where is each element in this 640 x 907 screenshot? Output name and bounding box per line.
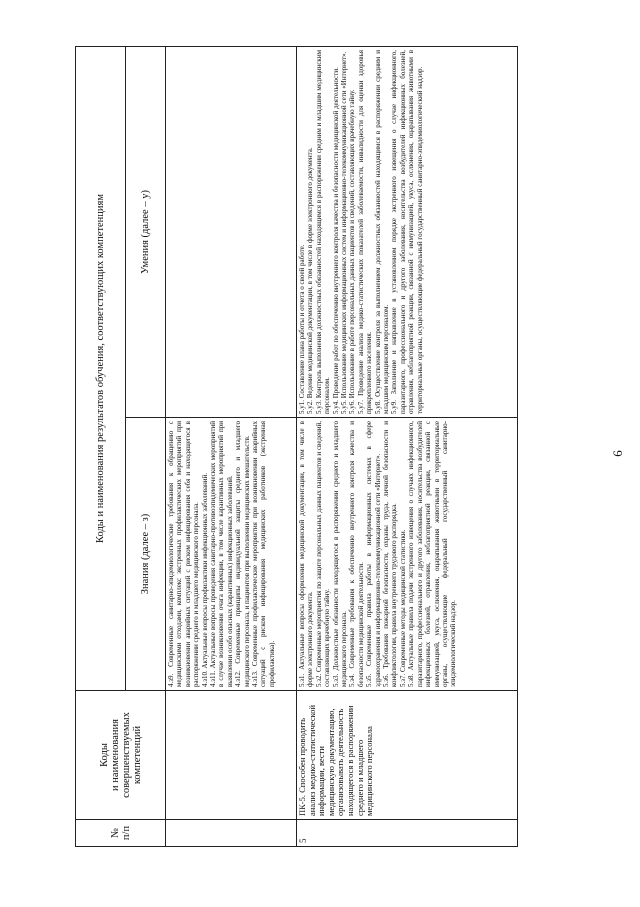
competence-cell: ПК-5. Способен проводить анализ медико-статистической информации, вести медицинскую документацию, организовывать деятельность находящегося в распоряжении среднего и младшего медицинского персонала — [297, 691, 518, 820]
knowledge-cell — [297, 418, 518, 691]
list-item: 5.у6. Использование в работе персональных данных пациентов и сведений, составляющих врачебную тайну. — [348, 89, 357, 414]
header-number: № п/п — [76, 820, 166, 847]
list-item: 5.з8. Актуальные правила подачи экстренного извещения о случаях инфекционного, паразитарного, профессионального и другого заболевания, носительства возбудителей инфекционных болезней, отравления, неблагоприятной реакции, связанной с иммунизацией, укуса, ослюнения, оцарапывания животными в территориальные органы, осуществляющие федеральный государственный санитарно-эпидемиологический надзор. — [407, 421, 458, 687]
list-item: 5.з5. Современные правила работы в информационных системах в сфере здравоохранения и информационно-телекоммуникационной сети «Интернет». — [365, 421, 382, 687]
list-item: 5.у2. Ведение медицинской документации, в том числе в форме электронного документа. — [306, 147, 315, 414]
list-item: 4.з12. Современные принципы индивидуальной защиты среднего и младшего медицинского персонала, и пациентов при выполнении медицинских вмешательств. — [234, 421, 251, 687]
list-item: 5.з2. Современные мероприятия по защите персональных данных пациентов и сведений, составляющих врачебную тайну. — [314, 421, 332, 687]
list-item: 5.у7. Проведение анализа медико-статистических показателей заболеваемости, инвалидности для оценки здоровья прикрепленного населения. — [356, 49, 374, 414]
list-item: 4.з10. Актуальные вопросы профилактики инфекционных заболеваний. — [200, 472, 209, 687]
list-item: 5.з1. Актуальные вопросы оформления медицинской документации, в том числе в форме электронного документа. — [298, 421, 315, 687]
list-item: 5.з6. Требования пожарной безопасности, охраны труда, личной безопасности и конфликтологии, правила внутреннего трудового распорядка. — [382, 421, 399, 687]
header-skills: Умения (далее – у) — [126, 46, 166, 417]
list-item: 5.у8. Осуществление контроля за выполнением должностных обязанностей находящимся в распоряжении средним и младшим медицинским персоналом. — [373, 49, 391, 414]
list-item: 5.з4. Современные требования к обеспечению внутреннего контроля качества и безопасности медицинской деятельности. — [348, 421, 365, 687]
knowledge-cell — [166, 418, 297, 691]
list-item: 5.у4. Проведение работ по обеспечению внутреннего контроля качества и безопасности медицинской деятельности. — [331, 67, 340, 414]
header-results: Коды и наименования результатов обучения, соответствующих компетенциям — [76, 46, 126, 690]
list-item: 4.з11. Актуальные вопросы проведения санитарно-противоэпидемических мероприятий в случае возникновения очага инфекции, в том числе карантинных мероприятий при выявлении особо опасных (карантинных) инфекционных заболеваний. — [209, 421, 234, 687]
list-item: 5.з7. Современные методы медицинской статистики. — [398, 529, 407, 687]
competence-table — [75, 46, 518, 847]
list-item: 5.у3. Контроль выполнения должностных обязанностей находящимся в распоряжении средним и младшим медицинским персоналом. — [314, 49, 332, 414]
header-knowledge: Знания (далее – з) — [126, 418, 166, 691]
list-item: 5.у5. Использование медицинских информационных систем и информационно-телекоммуникационной сети «Интернет». — [340, 51, 349, 414]
list-item: 5.у1. Составление плана работы и отчета о своей работе. — [298, 244, 306, 414]
header-codes: Коды и наименования совершенствуемых компетенций — [76, 691, 166, 820]
list-item: 4.з9. Современные санитарно-эпидемиологические требования к обращению с медицинскими отходами, комплекс экстренных профилактических мероприятий при возникновении аварийных ситуаций с риском инфицирования себя и находящегося в распоряжении среднего и младшего медицинского персонала. — [167, 421, 201, 687]
list-item: 5.у9. Заполнение и направление в установленном порядке экстренного извещения о случае инфекционного, паразитарного, профессионального и другого заболевания, носительства возбудителей инфекционных болезней, отравления, неблагоприятной реакции, связанной с иммунизацией, укуса, ослюнения, оцарапывания животными в территориальные органы, осуществляющие федеральный государственный санитарно-эпидемиологический надзор. — [390, 49, 424, 414]
list-item: 4.з13. Современные профилактические мероприятия при возникновении аварийных ситуаций с риском инфицирования медицинских работников (экстренная профилактика). — [251, 421, 276, 687]
skills-cell — [297, 46, 518, 417]
table-row — [297, 46, 518, 846]
list-item: 5.з3. Должностные обязанности находящегося в распоряжении среднего и младшего медицинского персонала. — [331, 421, 349, 687]
table-row — [166, 46, 297, 846]
page-number: 6 — [610, 450, 625, 457]
row-number: 5 — [297, 820, 518, 847]
